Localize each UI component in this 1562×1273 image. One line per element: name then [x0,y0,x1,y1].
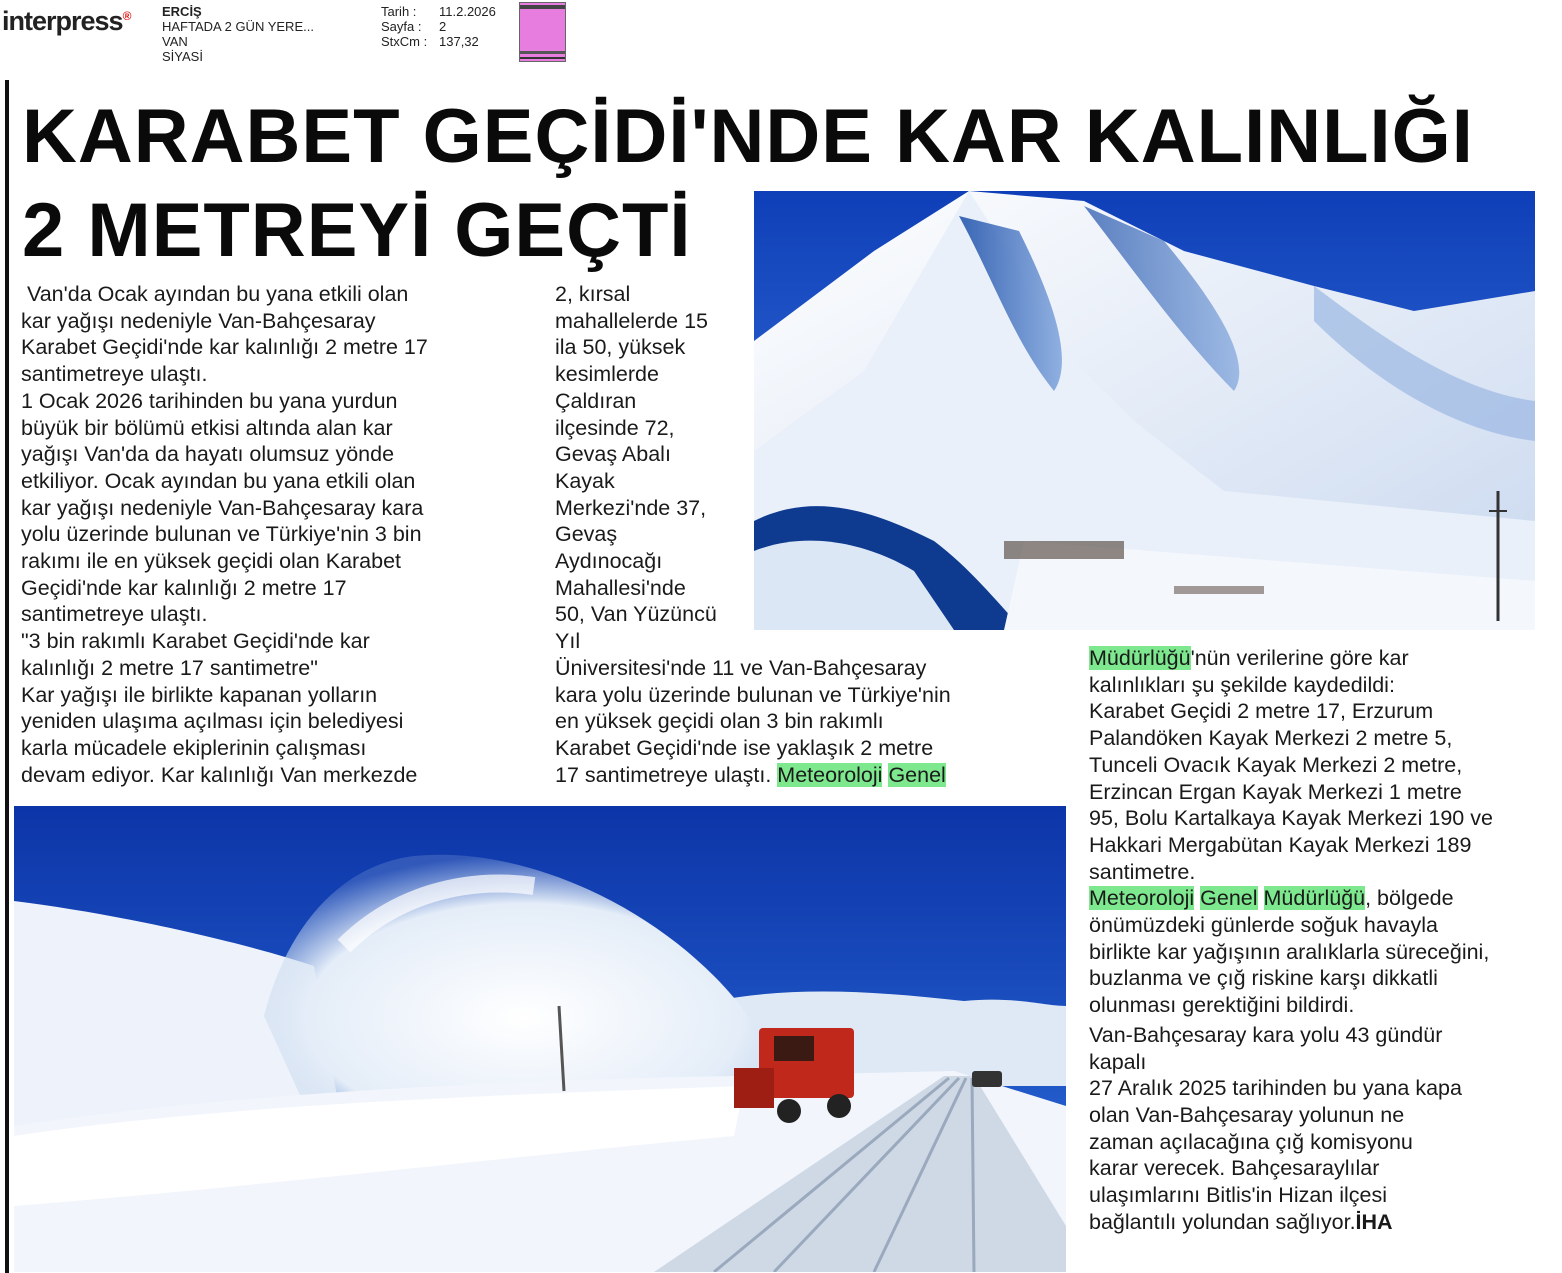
col2-line: en yüksek geçidi olan 3 bin rakımlı [555,709,884,734]
col3-last-line [1089,1209,1549,1236]
col3-line: Van-Bahçesaray kara yolu 43 gündür [1089,1022,1443,1047]
col1-line: karla mücadele ekiplerinin çalışması [21,735,367,760]
col3-line: olunması gerektiğini bildirdi. [1089,993,1355,1018]
article-column-2 [555,281,1025,788]
col3-p2-first-line [1089,885,1549,912]
col2-line: ilçesinde 72, [555,415,675,440]
clip-info-block [381,4,496,49]
highlight-meteoroloji: Meteoroloji [777,762,883,787]
col3-line: Palandöken Kayak Merkezi 2 metre 5, [1089,726,1453,751]
date-label: Tarih : [381,4,417,19]
col2-line: Yıl [555,629,581,654]
col1-line: devam ediyor. Kar kalınlığı Van merkezde [21,762,418,787]
highlight-mudurlugu: Müdürlüğü [1089,646,1191,670]
clip-category: SİYASİ [162,49,203,64]
col3-line: 27 Aralık 2025 tarihinden bu yana kapa [1089,1076,1462,1101]
col2-line: Üniversitesi'nde 11 ve Van-Bahçesaray [555,655,927,680]
page-thumbnail[interactable] [519,2,566,62]
article-column-1 [21,281,541,788]
article-title-line2: 2 METREYİ GEÇTİ [22,188,692,273]
col3-line: kalınlıkları şu şekilde kaydedildi: [1089,672,1395,697]
col2-line: Çaldıran [555,388,637,413]
col3-p2-suffix: , bölgede [1365,886,1454,911]
agency-credit: İHA [1355,1209,1393,1234]
col3-line: Karabet Geçidi 2 metre 17, Erzurum [1089,699,1434,724]
highlight-meteoroloji: Meteoroloji [1089,886,1195,911]
col3-last-text: bağlantılı yolundan sağlıyor. [1089,1209,1356,1234]
date-value: 11.2.2026 [439,4,496,19]
col3-line: birlikte kar yağışının aralıklarla süreceğini, [1089,939,1490,964]
col3-line: olan Van-Bahçesaray yolunun ne [1089,1102,1405,1127]
col2-line: Gevaş [555,522,618,547]
col3-line: buzlanma ve çığ riskine karşı dikkatli [1089,966,1438,991]
stxcm-value: 137,32 [439,34,479,49]
col2-line: Karabet Geçidi'nde ise yaklaşık 2 metre [555,735,934,760]
publication-name: ERCİŞ [162,4,202,19]
col1-line: santimetreye ulaştı. [21,602,208,627]
col2-line: Aydınocağı [555,549,663,574]
col2-line: Gevaş Abalı [555,442,671,467]
col2-line: kesimlerde [555,362,659,387]
col1-line: yolu üzerinde bulunan ve Türkiye'nin 3 bin [21,522,422,547]
col2-line: kara yolu üzerinde bulunan ve Türkiye'nin [555,682,951,707]
highlight-genel: Genel [888,762,946,787]
col3-line: ulaşımlarını Bitlis'in Hizan ilçesi [1089,1183,1388,1208]
col3-line: santimetre. [1089,859,1196,884]
col1-line: Kar yağışı ile birlikte kapanan yolların [21,682,378,707]
page-value: 2 [439,19,447,34]
col2-line: mahallelerde 15 [555,308,708,333]
col2-line: ila 50, yüksek [555,335,686,360]
highlight-mudurlugu: Müdürlüğü [1263,886,1366,911]
col1-line: Karabet Geçidi'nde kar kalınlığı 2 metre 17 [21,335,428,360]
col1-line: büyük bir bölümü etkisi altında alan kar [21,415,393,440]
clip-city: VAN [162,34,188,49]
col3-line: Hakkari Mergabütan Kayak Merkezi 189 [1089,832,1472,857]
col2-line: 2, kırsal [555,282,631,306]
date-row [381,4,496,19]
article-title-line1: KARABET GEÇİDİ'NDE KAR KALINLIĞI [22,94,1474,179]
highlight-genel: Genel [1200,886,1258,911]
col1-line: Geçidi'nde kar kalınlığı 2 metre 17 [21,575,347,600]
article-left-rule [5,80,9,1273]
col3-line: önümüzdeki günlerde soğuk havayla [1089,913,1439,938]
col1-line: 1 Ocak 2026 tarihinden bu yana yurdun [21,388,398,413]
col3-first-suffix: 'nün verilerine göre kar [1190,646,1409,670]
stxcm-row [381,34,496,49]
col1-line: etkiliyor. Ocak ayından bu yana etkili olan [21,468,416,493]
col1-line: rakımı ile en yüksek geçidi olan Karabet [21,549,402,574]
interpress-logo: interpress® [2,6,131,36]
col3-first-line [1089,645,1549,672]
col1-line: yeniden ulaşıma açılması için belediyesi [21,709,404,734]
col3-line: zaman açılacağına çığ komisyonu [1089,1129,1413,1154]
col2-last-line [555,762,1025,789]
col1-line: "3 bin rakımlı Karabet Geçidi'nde kar [21,629,370,654]
col3-line: 95, Bolu Kartalkaya Kayak Merkezi 190 ve [1089,806,1493,831]
col3-line: kapalı [1089,1049,1147,1074]
clip-headline-short: HAFTADA 2 GÜN YERE... [162,19,314,34]
page-label: Sayfa : [381,19,422,34]
stxcm-label: StxCm : [381,34,428,49]
col2-line: Mahallesi'nde [555,575,686,600]
clip-source-block [162,4,314,64]
col1-line: santimetreye ulaştı. [21,362,208,387]
snow-plow-photo [14,806,1066,1272]
col1-line: Van'da Ocak ayından bu yana etkili olan [21,282,409,306]
col1-line: kar yağışı nedeniyle Van-Bahçesaray kara [21,495,424,520]
col3-line: Erzincan Ergan Kayak Merkezi 1 metre [1089,779,1462,804]
article-column-3 [1089,645,1549,1235]
page-row [381,19,496,34]
col3-line: Tunceli Ovacık Kayak Merkezi 2 metre, [1089,752,1463,777]
col1-line: kalınlığı 2 metre 17 santimetre" [21,655,318,680]
col1-line: yağışı Van'da da hayatı olumsuz yönde [21,442,395,467]
col2-line: Merkezi'nde 37, [555,495,707,520]
col2-line: Kayak [555,468,615,493]
col2-last-text: 17 santimetreye ulaştı. [555,762,778,787]
col1-line: kar yağışı nedeniyle Van-Bahçesaray [21,308,376,333]
col2-line: 50, Van Yüzüncü [555,602,717,627]
col3-line: karar verecek. Bahçesaraylılar [1089,1156,1380,1181]
